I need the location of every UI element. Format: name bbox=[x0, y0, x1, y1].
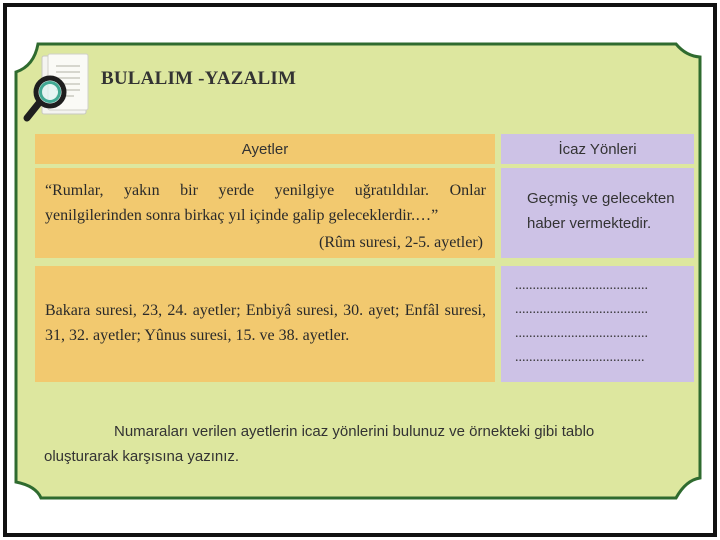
activity-title: BULALIM -YAZALIM bbox=[101, 68, 297, 89]
icaz-answer bbox=[527, 186, 687, 236]
answer-blank-lines bbox=[515, 274, 685, 370]
verses-column-header: Ayetler bbox=[35, 134, 495, 164]
verse-references: Bakara suresi, 23, 24. ayetler; Enbiyâ suresi, 30. ayet; Enfâl suresi, 31, 32. ayetler; Yûnus suresi, 15. ve 38. ayetler. bbox=[45, 302, 486, 344]
verse-source: (Rûm suresi, 2-5. ayetler) bbox=[319, 234, 483, 251]
instruction-text bbox=[44, 419, 644, 469]
verse-quote-line2: yenilgilerinden sonra birkaç yıl içinde galip geleceklerdir.…” bbox=[45, 207, 439, 224]
verse-cell-exercise bbox=[35, 266, 495, 382]
icaz-cell-example bbox=[501, 168, 694, 258]
instruction-line2: oluşturarak karşısına yazınız. bbox=[44, 448, 240, 465]
icaz-answer-line1: Geçmiş ve gelecekten bbox=[527, 190, 675, 207]
answer-blank-line: ...................................... bbox=[515, 302, 648, 317]
magnifier-on-document-icon bbox=[22, 52, 90, 128]
icaz-column-header: İcaz Yönleri bbox=[501, 134, 694, 164]
answer-blank-line: ...................................... bbox=[515, 278, 648, 293]
verse-quote-line1: “Rumlar, yakın bir yerde yenilgiye uğratıldılar. Onlar bbox=[45, 182, 486, 199]
verse-quote bbox=[45, 178, 486, 228]
verse-cell-example bbox=[35, 168, 495, 258]
answer-blank-line: ..................................... bbox=[515, 350, 645, 365]
icaz-answer-line2: haber vermektedir. bbox=[527, 215, 652, 232]
answer-blank-line: ...................................... bbox=[515, 326, 648, 341]
icaz-cell-exercise bbox=[501, 266, 694, 382]
instruction-line1: Numaraları verilen ayetlerin icaz yönlerini bulunuz ve örnekteki gibi tablo bbox=[114, 423, 595, 440]
